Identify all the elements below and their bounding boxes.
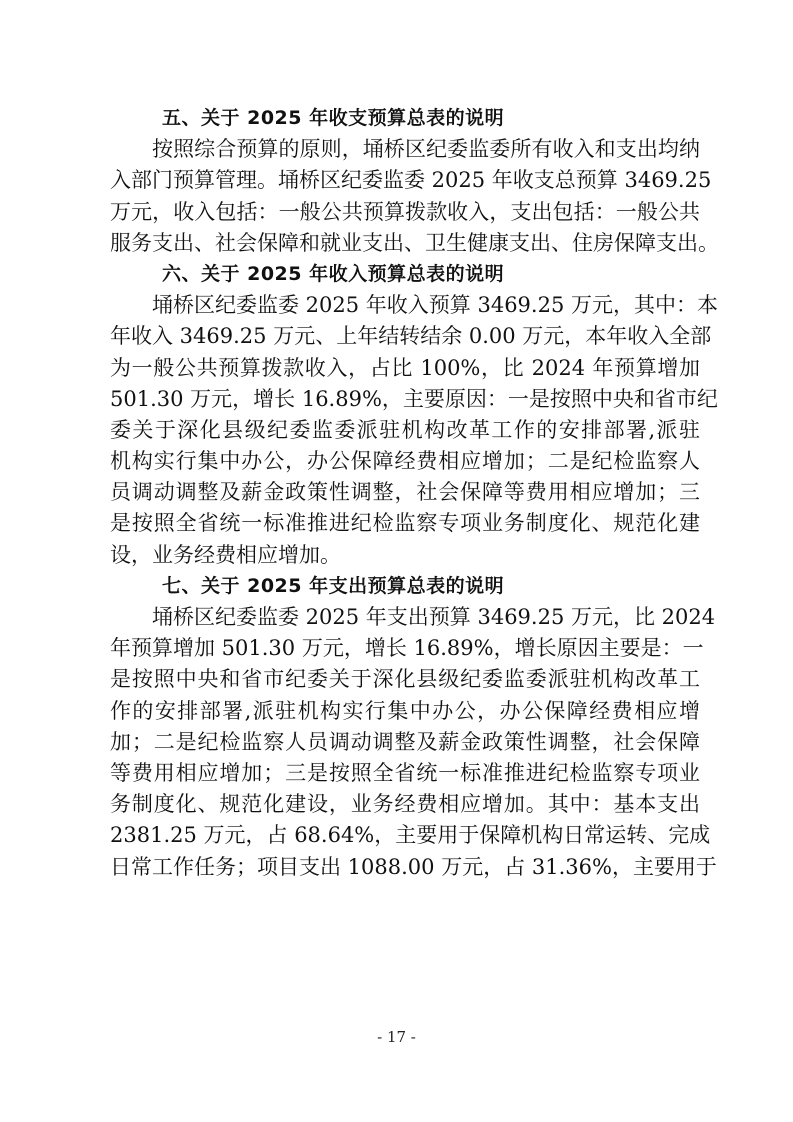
paragraph-line: 是按照中央和省市纪委关于深化县级纪委监委派驻机构改革工 — [110, 667, 700, 692]
document-body — [110, 103, 719, 883]
paragraph-line: 日常工作任务；项目支出 1088.00 万元，占 31.36%，主要用于 — [110, 854, 717, 879]
paragraph-line: 机构实行集中办公，办公保障经费相应增加；二是纪检监察人 — [110, 449, 700, 474]
paragraph-line: 等费用相应增加；三是按照全省统一标准推进纪检监察专项业 — [110, 760, 700, 785]
paragraph-line: 加；二是纪检监察人员调动调整及薪金政策性调整，社会保障 — [110, 729, 700, 754]
paragraph-line: 员调动调整及薪金政策性调整，社会保障等费用相应增加；三 — [110, 480, 700, 505]
paragraph-line: 万元，收入包括：一般公共预算拨款收入，支出包括：一般公共 — [110, 199, 700, 224]
section-heading-5: 五、关于 2025 年收支预算总表的说明 — [162, 107, 505, 129]
paragraph-line: 入部门预算管理。埇桥区纪委监委 2025 年收支总预算 3469.25 — [110, 168, 712, 193]
paragraph-line: 年收入 3469.25 万元、上年结转结余 0.00 万元，本年收入全部 — [110, 324, 712, 349]
section-heading-6: 六、关于 2025 年收入预算总表的说明 — [162, 262, 505, 285]
paragraph-line: 埇桥区纪委监委 2025 年收入预算 3469.25 万元，其中：本 — [152, 293, 718, 318]
paragraph-line: 设，业务经费相应增加。 — [110, 542, 341, 567]
paragraph-line: 2381.25 万元，占 68.64%，主要用于保障机构日常运转、完成 — [110, 823, 711, 848]
page-number: - 17 - — [377, 1028, 416, 1046]
paragraph-line: 委关于深化县级纪委监委派驻机构改革工作的安排部署,派驻 — [110, 417, 700, 442]
paragraph-line: 501.30 万元，增长 16.89%，主要原因：一是按照中央和省市纪 — [110, 386, 718, 411]
section-heading-7: 七、关于 2025 年支出预算总表的说明 — [162, 574, 505, 597]
paragraph-line: 务制度化、规范化建设，业务经费相应增加。其中：基本支出 — [110, 792, 700, 817]
paragraph-line: 服务支出、社会保障和就业支出、卫生健康支出、住房保障支出。 — [110, 230, 719, 255]
paragraph-line: 按照综合预算的原则，埇桥区纪委监委所有收入和支出均纳 — [152, 137, 700, 162]
paragraph-line: 作的安排部署,派驻机构实行集中办公，办公保障经费相应增 — [110, 698, 700, 723]
paragraph-line: 年预算增加 501.30 万元，增长 16.89%，增长原因主要是：一 — [110, 636, 704, 661]
paragraph-line: 是按照全省统一标准推进纪检监察专项业务制度化、规范化建 — [110, 511, 700, 536]
paragraph-line: 埇桥区纪委监委 2025 年支出预算 3469.25 万元，比 2024 — [152, 605, 716, 629]
paragraph-line: 为一般公共预算拨款收入，占比 100%，比 2024 年预算增加 — [110, 355, 700, 380]
